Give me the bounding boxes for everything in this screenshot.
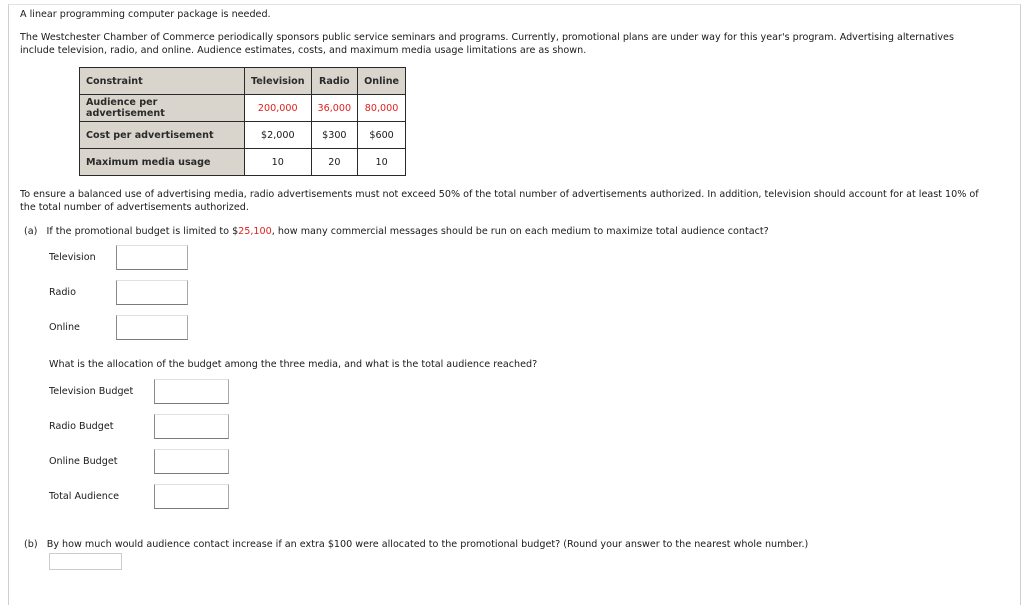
radio-budget-input[interactable] — [154, 414, 229, 439]
television-budget-label: Television Budget — [49, 386, 134, 397]
part-b-marker: (b) — [24, 539, 38, 550]
constraints-text-line-1: To ensure a balanced use of advertising media, radio advertisements must not exceed 50% of the total number of advertisements authorized. In addition, television should account for at least 10% of — [20, 189, 979, 200]
table-header-radio: Radio — [311, 68, 358, 95]
part-a-budget: 25,100 — [238, 226, 272, 237]
max-usage-online: 10 — [358, 149, 406, 176]
table-row — [80, 122, 406, 149]
allocation-question: What is the allocation of the budget among the three media, and what is the total audience reached? — [49, 359, 538, 370]
constraints-text-line-2: the total number of advertisements authorized. — [20, 202, 249, 213]
total-audience-input[interactable] — [154, 484, 229, 509]
television-label: Television — [49, 252, 96, 263]
part-b-question-text: By how much would audience contact increase if an extra $100 were allocated to the promotional budget? (Round your answer to the nearest whole number.) — [46, 539, 809, 550]
cost-television: $2,000 — [245, 122, 312, 149]
television-count-input[interactable] — [116, 245, 188, 270]
audience-radio: 36,000 — [311, 95, 358, 122]
table-row — [80, 149, 406, 176]
radio-count-input[interactable] — [116, 280, 188, 305]
table-header-television: Television — [245, 68, 312, 95]
television-budget-input[interactable] — [154, 379, 229, 404]
table-row — [80, 95, 406, 122]
cost-online: $600 — [358, 122, 406, 149]
part-a-question-post: , how many commercial messages should be run on each medium to maximize total audience contact? — [271, 226, 769, 237]
row-label-cost: Cost per advertisement — [80, 122, 245, 149]
part-a-marker: (a) — [24, 226, 38, 237]
intro-paragraph-line-2: include television, radio, and online. Audience estimates, costs, and maximum media usage limitations are as shown. — [20, 45, 587, 56]
online-label: Online — [49, 322, 80, 333]
intro-paragraph-line-1: The Westchester Chamber of Commerce periodically sponsors public service seminars and programs. Currently, promotional plans are under way for this year's program. Advertising alternatives — [20, 32, 954, 43]
intro-note: A linear programming computer package is needed. — [20, 9, 271, 20]
total-audience-label: Total Audience — [49, 491, 120, 502]
cost-radio: $300 — [311, 122, 358, 149]
max-usage-radio: 20 — [311, 149, 358, 176]
part-b-question — [24, 538, 808, 551]
audience-increase-input[interactable] — [49, 553, 122, 570]
part-a-question — [24, 225, 769, 238]
radio-budget-label: Radio Budget — [49, 421, 114, 432]
radio-label: Radio — [49, 287, 76, 298]
table-header-constraint: Constraint — [80, 68, 245, 95]
audience-television: 200,000 — [245, 95, 312, 122]
media-constraints-table — [79, 67, 406, 176]
online-count-input[interactable] — [116, 315, 188, 340]
online-budget-label: Online Budget — [49, 456, 118, 467]
part-a-question-pre: If the promotional budget is limited to $ — [46, 226, 239, 237]
table-header-online: Online — [358, 68, 406, 95]
audience-online: 80,000 — [358, 95, 406, 122]
online-budget-input[interactable] — [154, 449, 229, 474]
row-label-max-usage: Maximum media usage — [80, 149, 245, 176]
max-usage-television: 10 — [245, 149, 312, 176]
table-header-row — [80, 68, 406, 95]
row-label-audience: Audience per advertisement — [80, 95, 245, 122]
